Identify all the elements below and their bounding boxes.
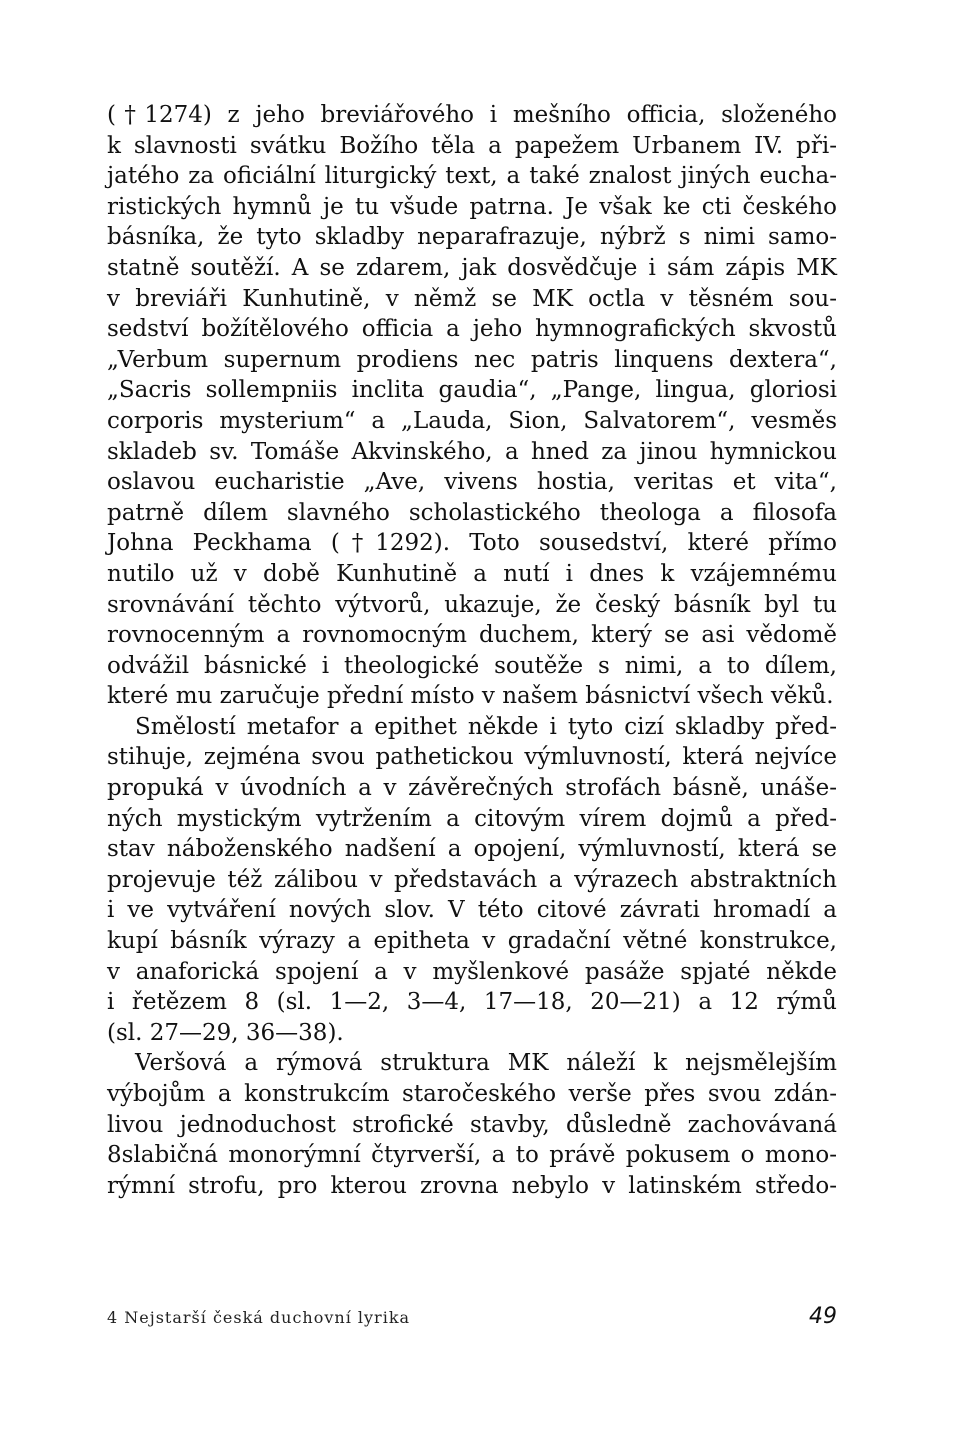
text-line: livou jednoduchost strofické stavby, důsledně zachovávaná xyxy=(107,1111,837,1138)
text-line: Johna Peckhama (†1292). Toto sousedství, které přímo xyxy=(107,530,837,557)
text-line: i ve vytváření nových slov. V této citové závrati hromadí a xyxy=(107,897,837,924)
text-line: corporis mysterium“ a „Lauda, Sion, Salvatorem“, vesměs xyxy=(107,407,837,434)
text-line: v anaforická spojení a v myšlenkové pasáže spjaté někde xyxy=(107,958,837,985)
page-footer xyxy=(107,1304,837,1334)
text-line: rovnocenným a rovnomocným duchem, který se asi vědomě xyxy=(107,622,837,649)
text-line: kupí básník výrazy a epitheta v gradační větné konstrukce, xyxy=(107,928,837,955)
text-line: projevuje též zálibou v představách a výrazech abstraktních xyxy=(107,866,837,893)
text-line: „Sacris sollempniis inclita gaudia“, „Pange, lingua, gloriosi xyxy=(107,377,837,404)
text-line: (sl. 27—29, 36—38). xyxy=(107,1019,344,1046)
text-line: stihuje, zejména svou pathetickou výmluvností, která nejvíce xyxy=(107,744,837,771)
text-line: oslavou eucharistie „Ave, vivens hostia, veritas et vita“, xyxy=(107,469,837,496)
text-line: rýmní strofu, pro kterou zrovna nebylo v latinském středo- xyxy=(107,1172,837,1199)
text-line: sedství božítělového officia a jeho hymnografických skvostů xyxy=(107,316,837,343)
page-number: 49 xyxy=(809,1304,837,1329)
text-line: ristických hymnů je tu všude patrna. Je však ke cti českého xyxy=(107,193,837,220)
text-line: i řetězem 8 (sl. 1—2, 3—4, 17—18, 20—21) a 12 rýmů xyxy=(107,989,837,1016)
text-line: propuká v úvodních a v závěrečných strofách básně, unáše- xyxy=(107,775,837,802)
text-line: srovnávání těchto výtvorů, ukazuje, že český básník byl tu xyxy=(107,591,837,618)
text-line: k slavnosti svátku Božího těla a papežem Urbanem IV. při- xyxy=(107,132,837,159)
text-line: jatého za oficiální liturgický text, a také znalost jiných eucha- xyxy=(107,163,837,190)
text-line: básníka, že tyto skladby neparafrazuje, nýbrž s nimi samo- xyxy=(107,224,837,251)
text-line: (†1274) z jeho breviářového i mešního officia, složeného xyxy=(107,102,837,128)
text-line: odvážil básnické i theologické soutěže s nimi, a to dílem, xyxy=(107,652,837,679)
text-line: skladeb sv. Tomáše Akvinského, a hned za jinou hymnickou xyxy=(107,438,837,465)
text-line: patrně dílem slavného scholastického theologa a filosofa xyxy=(107,499,837,526)
printer-signature: 4 Nejstarší česká duchovní lyrika xyxy=(107,1308,411,1327)
text-line: nutilo už v době Kunhutině a nutí i dnes k vzájemnému xyxy=(107,560,837,587)
text-line: které mu zaručuje přední místo v našem básnictví všech věků. xyxy=(107,683,834,710)
text-line: výbojům a konstrukcím staročeského verše přes svou zdán- xyxy=(107,1081,837,1107)
body-text xyxy=(107,100,837,1201)
text-line: v breviáři Kunhutině, v němž se MK octla v těsném sou- xyxy=(107,285,837,312)
text-line: Smělostí metafor a epithet někde i tyto cizí skladby před- xyxy=(135,713,837,740)
text-line: „Verbum supernum prodiens nec patris linquens dextera“, xyxy=(107,346,837,373)
text-line: Veršová a rýmová struktura MK náleží k nejsmělejším xyxy=(135,1050,837,1077)
text-line: ných mystickým vytržením a citovým vírem dojmů a před- xyxy=(107,805,837,832)
text-line: statně soutěží. A se zdarem, jak dosvědčuje i sám zápis MK xyxy=(107,254,837,281)
text-line: 8slabičná monorýmní čtyrverší, a to právě pokusem o mono- xyxy=(107,1142,837,1169)
text-line: stav náboženského nadšení a opojení, výmluvností, která se xyxy=(107,836,837,863)
